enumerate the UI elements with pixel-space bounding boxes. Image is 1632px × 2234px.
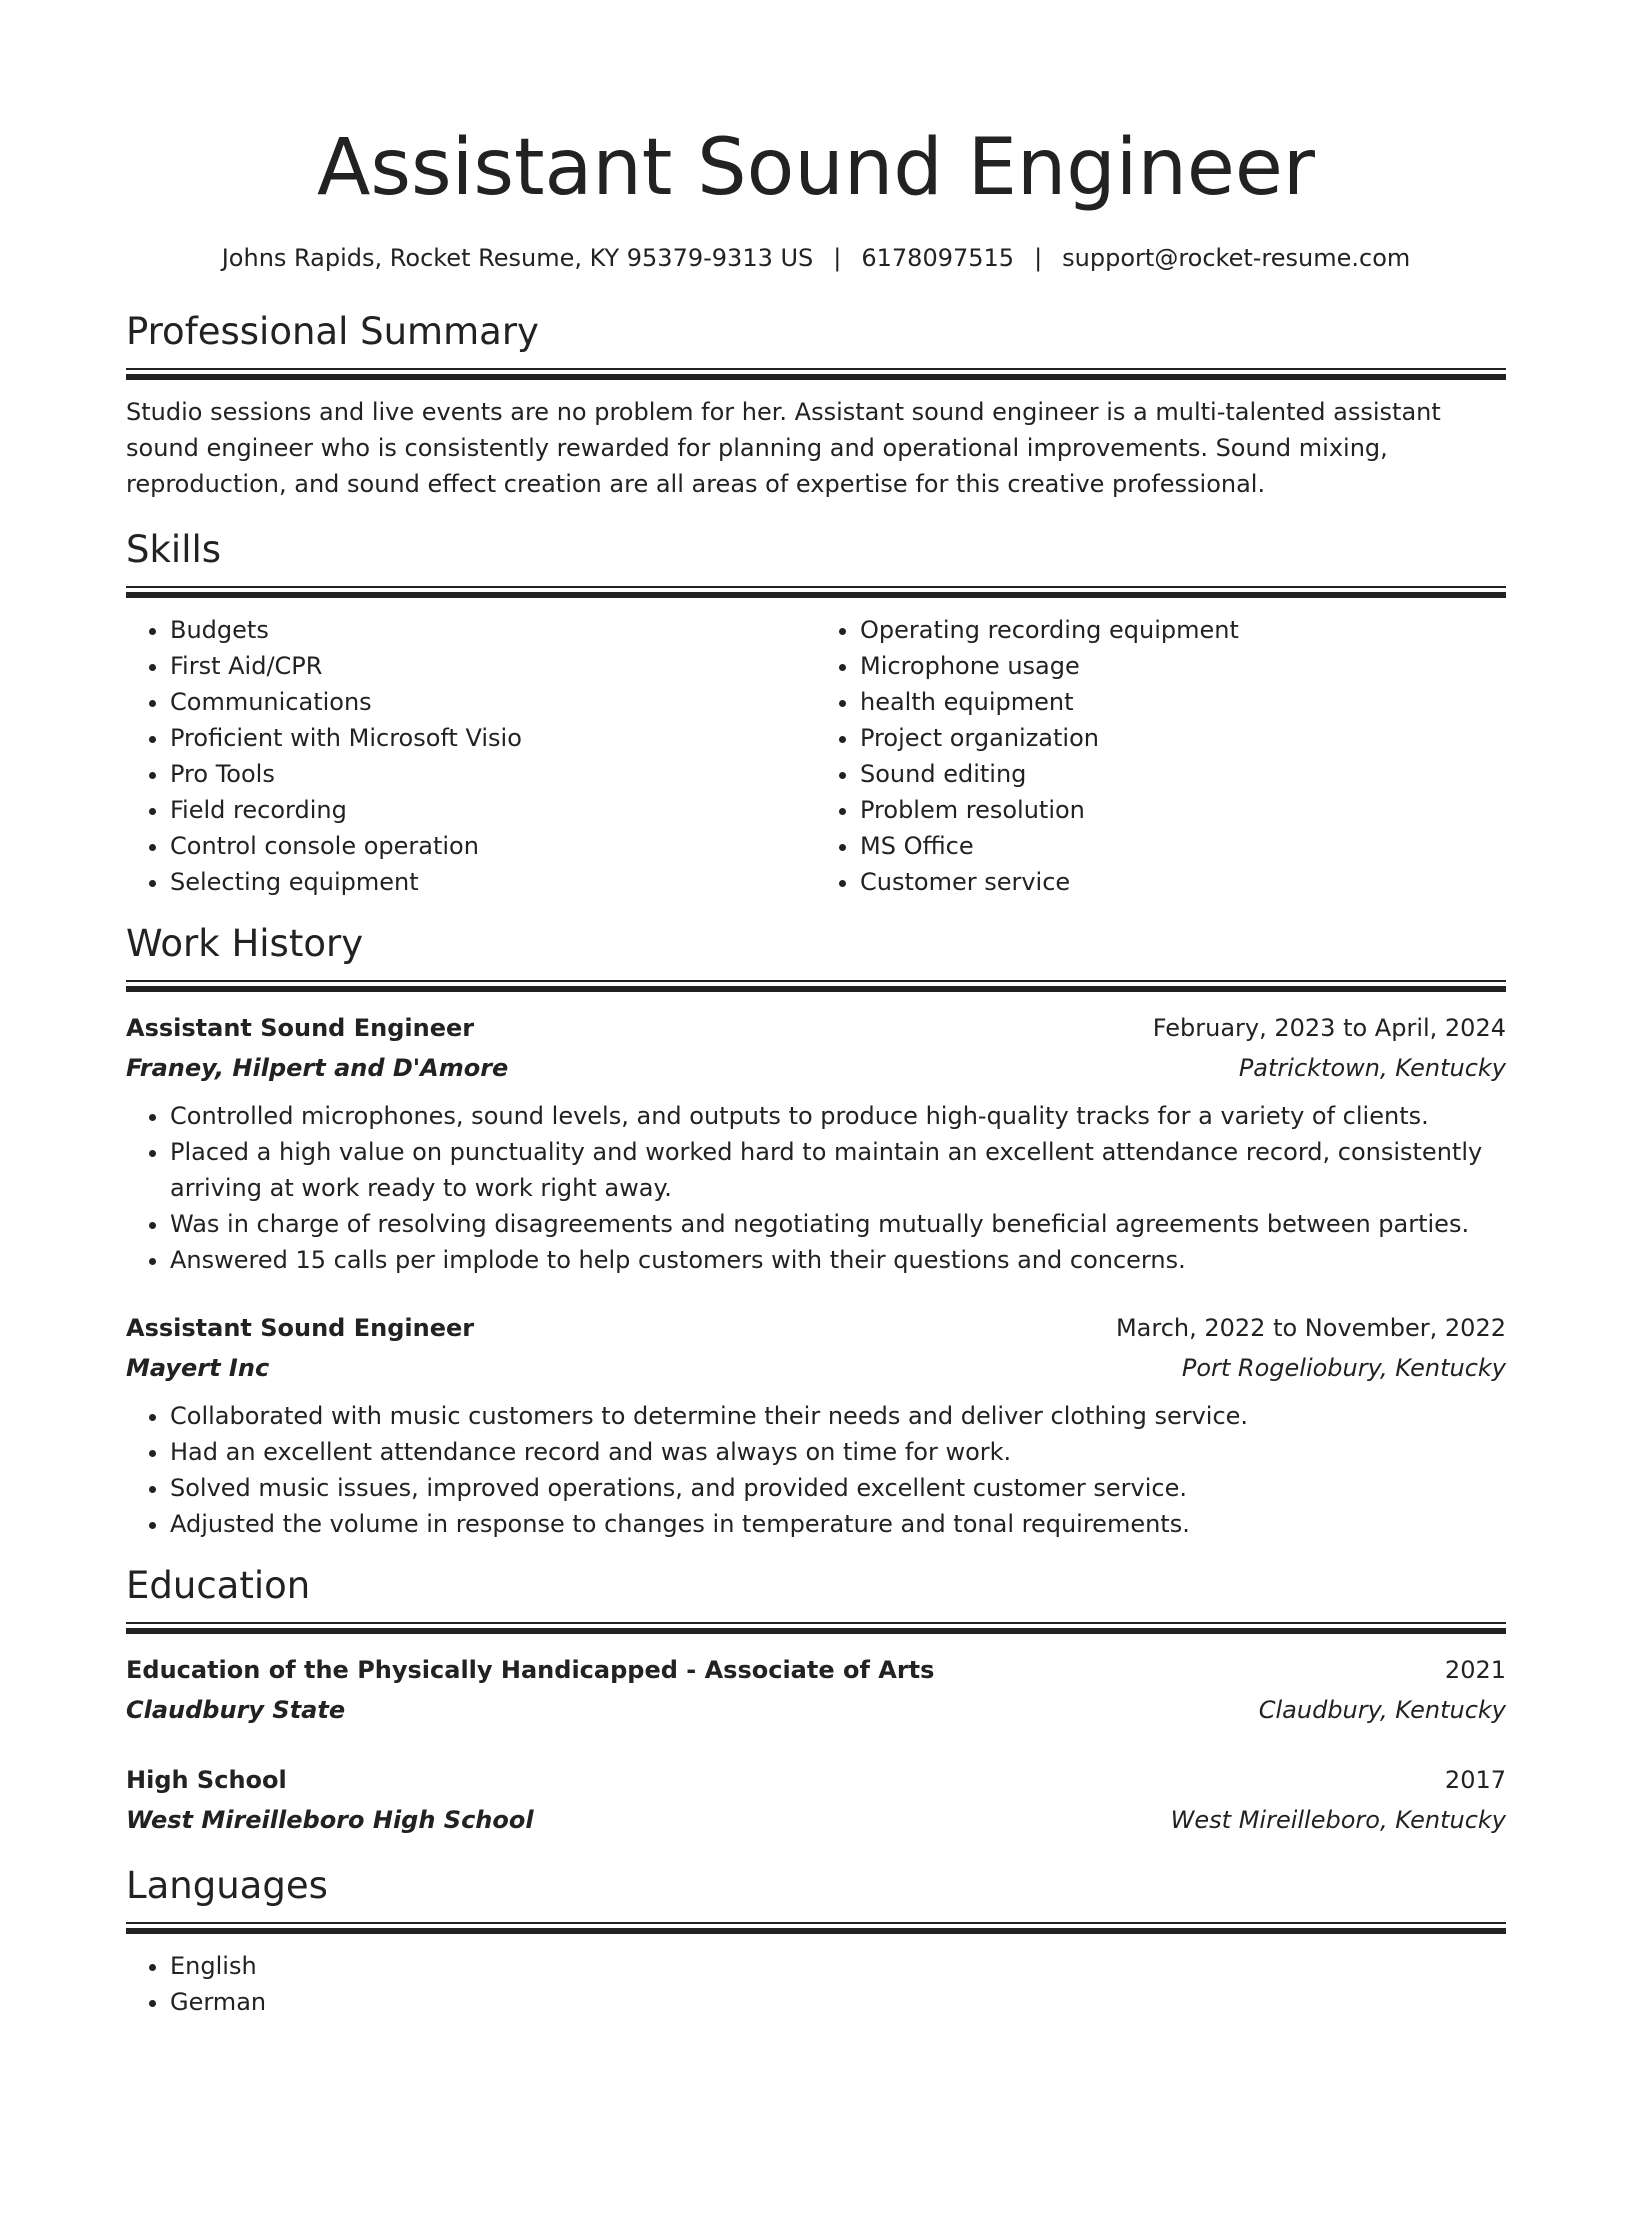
- resume-name: Assistant Sound Engineer: [317, 123, 1315, 213]
- contact-address: Johns Rapids, Rocket Resume, KY 95379-9313 US: [221, 244, 814, 272]
- job-entry: [126, 1308, 1506, 1542]
- job-header: [126, 1308, 1506, 1348]
- skill-item: • MS Office: [860, 828, 1506, 864]
- section-divider: [126, 1922, 1506, 1934]
- education-header: [126, 1650, 1506, 1690]
- skills-columns: [126, 612, 1506, 900]
- job-bullet: • Answered 15 calls per implode to help customers with their questions and concerns.: [170, 1242, 1506, 1278]
- skill-item: • Control console operation: [170, 828, 816, 864]
- skills-list-right: [816, 612, 1506, 900]
- resume-page: [0, 122, 1632, 2234]
- job-company: Mayert Inc: [126, 1354, 270, 1382]
- languages-list: [126, 1948, 1506, 2020]
- contact-email: support@rocket-resume.com: [1062, 244, 1411, 272]
- education-school: West Mireilleboro High School: [126, 1806, 534, 1834]
- skill-item: • Proficient with Microsoft Visio: [170, 720, 816, 756]
- job-bullet: • Adjusted the volume in response to changes in temperature and tonal requirements.: [170, 1506, 1506, 1542]
- education-entry: [126, 1760, 1506, 1840]
- contact-phone: 6178097515: [861, 244, 1015, 272]
- skill-item: • Selecting equipment: [170, 864, 816, 900]
- section-title: Work History: [126, 922, 364, 965]
- skill-item: • health equipment: [860, 684, 1506, 720]
- job-bullet: • Was in charge of resolving disagreements and negotiating mutually beneficial agreements between parties.: [170, 1206, 1506, 1242]
- job-subheader: [126, 1048, 1506, 1088]
- summary-section: [126, 310, 1506, 502]
- job-dates: March, 2022 to November, 2022: [1115, 1314, 1506, 1342]
- languages-section: [126, 1864, 1506, 2020]
- education-location: West Mireilleboro, Kentucky: [1170, 1806, 1506, 1834]
- job-dates: February, 2023 to April, 2024: [1152, 1014, 1506, 1042]
- skill-item: • Sound editing: [860, 756, 1506, 792]
- skill-item: • Pro Tools: [170, 756, 816, 792]
- job-company: Franey, Hilpert and D'Amore: [126, 1054, 509, 1082]
- skill-item: • Microphone usage: [860, 648, 1506, 684]
- section-divider: [126, 1622, 1506, 1634]
- job-title: Assistant Sound Engineer: [126, 1014, 475, 1042]
- job-bullet: • Solved music issues, improved operations, and provided excellent customer service.: [170, 1470, 1506, 1506]
- contact-line: [126, 242, 1506, 274]
- skill-item: • Operating recording equipment: [860, 612, 1506, 648]
- language-item: • German: [170, 1984, 1506, 2020]
- skills-section: [126, 528, 1506, 900]
- education-entry: [126, 1650, 1506, 1730]
- skills-list-left: [126, 612, 816, 900]
- job-location: Patricktown, Kentucky: [1238, 1054, 1506, 1082]
- work-history-section: [126, 922, 1506, 1542]
- section-title: Skills: [126, 528, 222, 571]
- language-item: • English: [170, 1948, 1506, 1984]
- job-bullet: • Placed a high value on punctuality and worked hard to maintain an excellent attendance record, consistently arriving at work ready to work right away.: [170, 1134, 1506, 1206]
- education-subheader: [126, 1800, 1506, 1840]
- job-bullet: • Collaborated with music customers to determine their needs and deliver clothing service.: [170, 1398, 1506, 1434]
- education-year: 2017: [1444, 1766, 1506, 1794]
- skill-item: • Field recording: [170, 792, 816, 828]
- job-subheader: [126, 1348, 1506, 1388]
- education-section: [126, 1564, 1506, 1840]
- education-year: 2021: [1444, 1656, 1506, 1684]
- job-bullet: • Had an excellent attendance record and was always on time for work.: [170, 1434, 1506, 1470]
- contact-separator: |: [1034, 244, 1043, 272]
- skill-item: • Communications: [170, 684, 816, 720]
- education-degree: High School: [126, 1766, 287, 1794]
- job-entry: [126, 1008, 1506, 1278]
- job-bullets: [126, 1398, 1506, 1542]
- section-title: Education: [126, 1564, 311, 1607]
- section-title: Professional Summary: [126, 310, 539, 353]
- skill-item: • Customer service: [860, 864, 1506, 900]
- education-header: [126, 1760, 1506, 1800]
- job-bullet: • Controlled microphones, sound levels, and outputs to produce high-quality tracks for a variety of clients.: [170, 1098, 1506, 1134]
- skill-item: • Project organization: [860, 720, 1506, 756]
- education-subheader: [126, 1690, 1506, 1730]
- education-location: Claudbury, Kentucky: [1258, 1696, 1506, 1724]
- section-title: Languages: [126, 1864, 328, 1907]
- skill-item: • First Aid/CPR: [170, 648, 816, 684]
- section-divider: [126, 980, 1506, 992]
- education-degree: Education of the Physically Handicapped - Associate of Arts: [126, 1656, 935, 1684]
- job-location: Port Rogeliobury, Kentucky: [1181, 1354, 1506, 1382]
- section-divider: [126, 368, 1506, 380]
- job-title: Assistant Sound Engineer: [126, 1314, 475, 1342]
- job-header: [126, 1008, 1506, 1048]
- summary-text: Studio sessions and live events are no problem for her. Assistant sound engineer is a multi-talented assistant sound engineer who is consistently rewarded for planning and operational improvements. Sound mixing, reproduction, and sound effect creation are all areas of expertise for this creative professional.: [126, 398, 1441, 498]
- skill-item: • Problem resolution: [860, 792, 1506, 828]
- section-divider: [126, 586, 1506, 598]
- contact-separator: |: [833, 244, 842, 272]
- skill-item: • Budgets: [170, 612, 816, 648]
- job-bullets: [126, 1098, 1506, 1278]
- education-school: Claudbury State: [126, 1696, 346, 1724]
